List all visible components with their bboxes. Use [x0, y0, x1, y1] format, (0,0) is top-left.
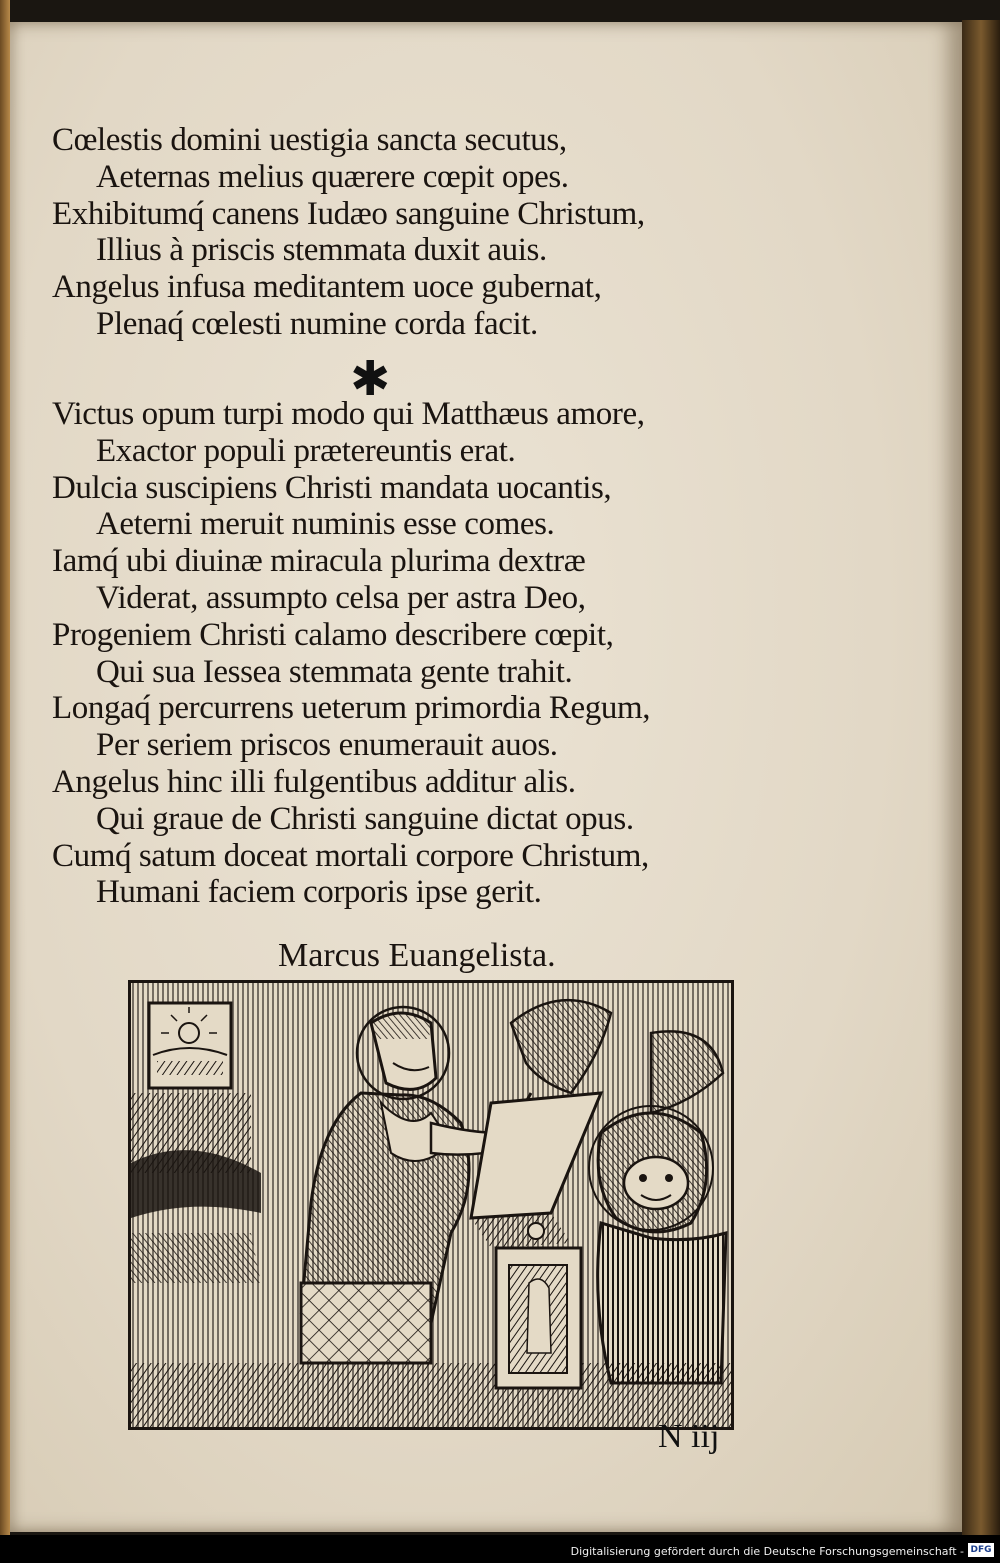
poem-line: Victus opum turpi modo qui Matthæus amore, — [52, 396, 645, 432]
poem-line: Cumq́ satum doceat mortali corpore Christum, — [52, 837, 649, 874]
poem-text-second-part — [52, 396, 852, 911]
poem-line: Cœlestis domini uestigia sancta secutus, — [52, 122, 567, 158]
poem-line: Viderat, assumpto celsa per astra Deo, — [96, 579, 586, 616]
poem-line: Qui sua Iessea stemmata gente trahit. — [96, 653, 573, 690]
section-separator-asterisk: ✱ — [350, 351, 391, 407]
funding-notice: Digitalisierung gefördert durch die Deutsche Forschungsgemeinschaft - — [570, 1545, 964, 1558]
poem-line: Longaq́ percurrens ueterum primordia Regum, — [52, 690, 651, 727]
woodcut-caption: Marcus Euangelista. — [278, 937, 556, 974]
poem-line: Per seriem priscos enumerauit auos. — [96, 727, 558, 764]
poem-line: Iamq́ ubi diuinæ miracula plurima dextræ — [52, 543, 586, 580]
dfg-logo: DFG — [968, 1543, 994, 1557]
poem-line: Humani faciem corporis ipse gerit. — [96, 874, 542, 911]
poem-line: Illius à priscis stemmata duxit auis. — [96, 232, 547, 269]
book-edge-right — [962, 20, 1000, 1535]
show-through-text — [890, 182, 960, 1082]
poem-line: Qui graue de Christi sanguine dictat opus. — [96, 800, 634, 837]
poem-line: Exhibitumq́ canens Iudæo sanguine Christum, — [52, 195, 645, 232]
poem-line: Plenaq́ cœlesti numine corda facit. — [96, 305, 538, 342]
poem-line: Aeternas melius quærere cœpit opes. — [96, 158, 569, 195]
book-edge-left — [0, 0, 10, 1535]
poem-text — [52, 122, 852, 343]
poem-line: Dulcia suscipiens Christi mandata uocantis, — [52, 469, 612, 506]
signature-mark: N iij — [658, 1418, 720, 1455]
poem-line: Progeniem Christi calamo describere cœpit, — [52, 616, 614, 653]
poem-line: Aeterni meruit numinis esse comes. — [96, 506, 555, 543]
poem-line: Angelus infusa meditantem uoce gubernat, — [52, 269, 602, 306]
poem-line: Exactor populi prætereuntis erat. — [96, 432, 516, 469]
poem-line: Angelus hinc illi fulgentibus additur alis. — [52, 763, 576, 800]
woodcut-image — [131, 983, 731, 1427]
woodcut-illustration-mark-evangelist — [128, 980, 734, 1430]
